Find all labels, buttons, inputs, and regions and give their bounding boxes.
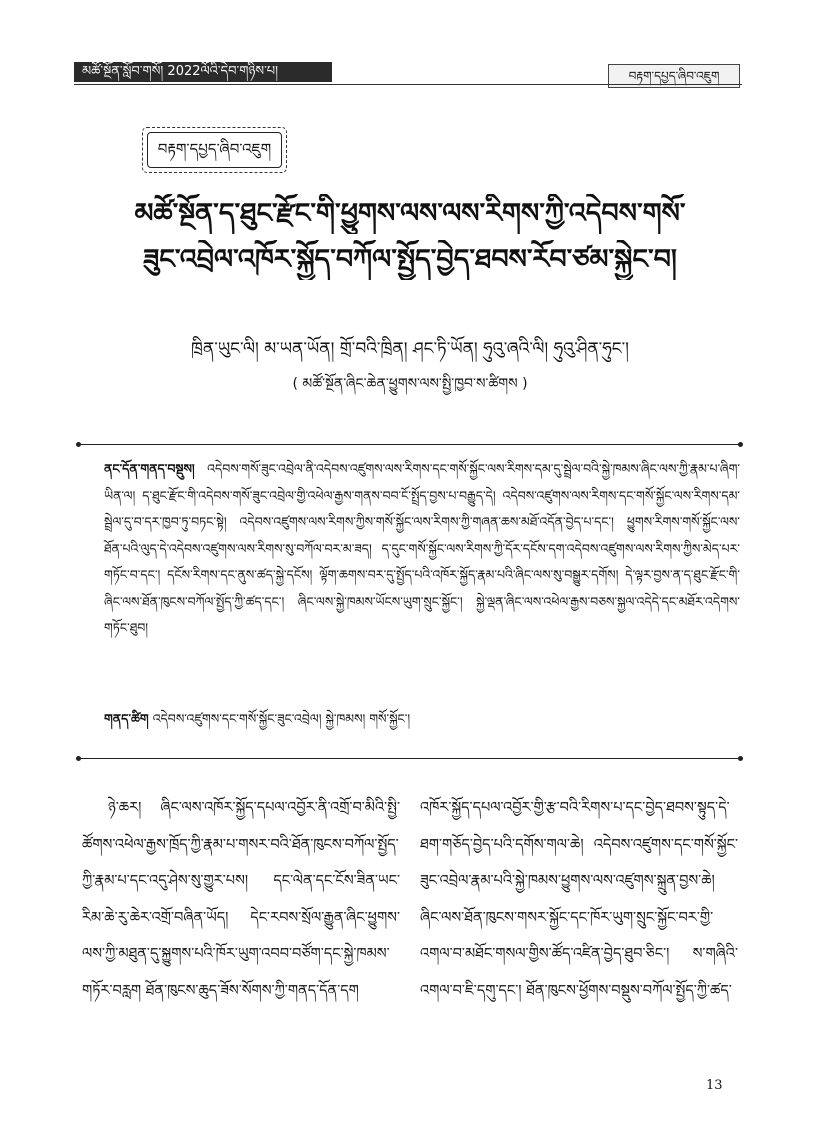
title-line-1: མཚོ་སྔོན་ད་ཐུང་རྫོང་གི་ཕྱུགས་ལས་ལས་རིགས་ཀྱི་འདེབས་གསོ་	[134, 198, 686, 229]
section-tag-box	[142, 127, 287, 173]
abstract-top-rule	[78, 444, 741, 445]
section-header-label: བརྟག་དཔྱད་ཞིབ་འཇུག	[608, 64, 740, 88]
keywords	[104, 706, 740, 732]
title-line-2: ཟུང་འབྲེལ་འཁོར་སྐྱོད་བཀོལ་སྤྱོད་བྱེད་ཐབས་རོབ་ཙམ་སྐྱེང་བ།	[143, 244, 677, 275]
journal-issue-label: མཚོ་སྔོན་སློབ་གསོ། 2022ལོའི་དེབ་གཉིས་པ།	[74, 62, 332, 82]
abstract	[104, 456, 740, 642]
affiliation: ( མཚོ་སྔོན་ཞིང་ཆེན་ཕྱུགས་ལས་སྤྱི་ཁྱབ་ས་ཚིགས )	[292, 376, 528, 392]
header-rule	[74, 84, 742, 85]
page-number: 13	[706, 1078, 723, 1093]
keywords-text: འདེབས་འཛུགས་དང་གསོ་སྐྱོང་ཟུང་འབྲེལ། སྐྱེ་ཁམས། གསོ་སྐྱོང་།	[152, 711, 411, 726]
body-column-right: འཁོར་སྐྱོད་དཔལ་འབྱོར་གྱི་རྩ་བའི་རིགས་པ་དང་བྱེད་ཐབས་སྟུད་དེ་ཐག་གཅོད་བྱེད་པའི་དགོས་གལ་ཆེ། འདེབས་འཛུགས་དང་གསོ་སྐྱོང་ཟུང་འབྲེལ་རྣམ་པའི་སྐྱེ་ཁམས་ཕྱུགས་ལས་འཛུགས་སྐྲུན་བྱས་ཆེ། ཞིང་ལས་ཐོན་ཁུངས་གསར་སྐྱོང་དང་ཁོར་ཡུག་སྲུང་སྐྱོང་བར་གྱི་འགལ་བ་མཐོང་གསལ་གྱིས་ཚོད་འཛིན་བྱེད་ཐུབ་ཅིང་། ས་གཞིའི་འགལ་བ་ཇི་དགུ་དང་། ཐོན་ཁུངས་ཕྱོགས་བསྡུས་བཀོལ་སྤྱོད་ཀྱི་ཚད་	[420, 800, 738, 999]
authors: ཁྲིན་ཡུང་ལི། མ་ཡན་ཡོན། གྲོ་བའི་ཁྲིན། ཤང་ཏི་ཡོན། ཧུའུ་ཞའི་ལི། ཧུའུ་ཤིན་ཧུང་།	[191, 339, 629, 359]
abstract-text: འདེབས་གསོ་ཟུང་འབྲེལ་ནི་འདེབས་འཛུགས་ལས་རིགས་དང་གསོ་སྐྱོང་ལས་རིགས་དམ་དུ་སྦྲེལ་བའི་སྐྱེ་ཁམས་ཞིང་ལས་ཀྱི་རྣམ་པ་ཞིག་ཡིན་ལ། ད་ཐུང་རྫོང་གི་འདེབས་གསོ་ཟུང་འབྲེལ་གྱི་འཕེལ་རྒྱས་གནས་བབ་ངོ་སྤྲོད་བྱས་པ་བརྒྱུད་དེ། འདེབས་འཛུགས་ལས་རིགས་དང་གསོ་སྐྱོང་ལས་རིགས་དམ་སྦྲེལ་དུ་བ་དར་ཁྱབ་ཏུ་བཏང་སྟེ། འདེབས་འཛུགས་ལས་རིགས་ཀྱིས་གསོ་སྐྱོང་ལས་རིགས་ཀྱི་གཞན་ཆས་མཐོ་འདོན་བྱེད་པ་དང་། ཕྱུགས་རིགས་གསོ་སྐྱོང་ལས་ཐོན་པའི་ལུད་དེ་འདེབས་འཛུགས་ལས་རིགས་སུ་བཀོལ་བར་མ་ཟད། ད་དུང་གསོ་སྐྱོང་ལས་རིགས་ཀྱི་དོར་དངོས་དག་འདེབས་འཛུགས་ལས་རིགས་ཀྱིས་མེད་པར་གཏོང་བ་དང་། དངོས་རིགས་དང་ནུས་ཚད་སྐྱེ་དངོས། ལྟོག་ཆགས་བར་དུ་སྤྱོད་པའི་འཁོར་སྐྱོད་རྣམ་པའི་ཞིང་ལས་སུ་བསྒྱུར་དགོས། དེ་ལྟར་བྱས་ན་ད་ཐུང་རྫོང་གི་ཞིང་ལས་ཐོན་ཁུངས་བཀོལ་སྤྱོད་ཀྱི་ཚད་དང་། ཞིང་ལས་སྐྱེ་ཁམས་ཡོངས་ཡུག་སྲུང་སྐྱོང་། སྐྱེ་ལྡན་ཞིང་ལས་འཕེལ་རྒྱས་བཅས་སྐྱལ་འདེདེ་དང་མཐོར་འདེགས་གཏོང་ཐུབ།	[104, 461, 740, 635]
section-tag-label: བརྟག་དཔྱད་ཞིབ་འཇུག	[147, 132, 282, 168]
abstract-label: ནང་དོན་གནད་བསྡུས།	[104, 461, 195, 476]
abstract-bottom-rule	[78, 758, 741, 759]
keywords-label: གནད་ཚིག	[104, 711, 149, 726]
body-column-left: ཉེ་ཆར། ཞིང་ལས་འཁོར་སྐྱོད་དཔལ་འབྱོར་ནི་འགྲོ་བ་མིའི་སྤྱི་ཚོགས་འཕེལ་རྒྱས་ཁྲོད་ཀྱི་རྣམ་པ་གསར་བའི་ཐོན་ཁུངས་བཀོལ་སྤྱོད་ཀྱི་རྣམ་པ་དང་འདུ་ཤེས་སུ་གྱུར་པས། དང་ལེན་དང་ངོས་ཟིན་ཡང་རིམ་ཆེ་རུ་ཆེར་འགྲོ་བཞིན་ཡོད། དེང་རབས་སྲོལ་རྒྱུན་ཞིང་ཕྱུགས་ལས་ཀྱི་མཐུན་དུ་སྐྱུགས་པའི་ཁོར་ཡུག་འབབ་བཙོག་དང་སྐྱེ་ཁམས་གཏོར་བརླག ཐོན་ཁུངས་ཆུད་ཟོས་སོགས་ཀྱི་གནད་དོན་དག	[82, 800, 400, 999]
